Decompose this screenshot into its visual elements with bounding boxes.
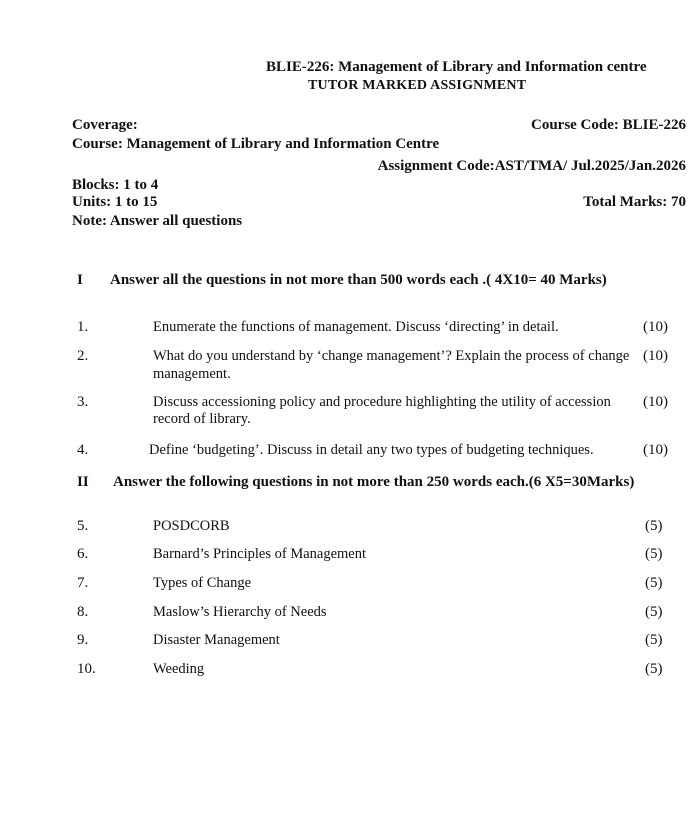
note: Note: Answer all questions bbox=[72, 213, 243, 229]
question-number: 6. bbox=[77, 546, 89, 562]
question-text: Weeding bbox=[153, 661, 205, 677]
question-text: Enumerate the functions of management. Discuss ‘directing’ in detail. bbox=[153, 319, 559, 335]
question-text: What do you understand by ‘change management’? Explain the process of change bbox=[153, 348, 630, 364]
question-number: 5. bbox=[77, 518, 89, 534]
question-text: Barnard’s Principles of Management bbox=[153, 546, 367, 562]
total-marks: Total Marks: 70 bbox=[583, 194, 686, 210]
question-marks: (10) bbox=[643, 442, 668, 458]
question-marks: (5) bbox=[645, 546, 663, 562]
course-name: Course: Management of Library and Information Centre bbox=[72, 136, 440, 152]
section-roman: I bbox=[77, 272, 83, 288]
section-roman: II bbox=[77, 474, 89, 490]
assignment-code: Assignment Code:AST/TMA/ Jul.2025/Jan.2026 bbox=[377, 158, 686, 174]
question-marks: (5) bbox=[645, 604, 663, 620]
question-number: 1. bbox=[77, 319, 89, 335]
document-subtitle: TUTOR MARKED ASSIGNMENT bbox=[308, 78, 527, 93]
question-marks: (5) bbox=[645, 632, 663, 648]
question-marks: (10) bbox=[643, 348, 668, 364]
blocks: Blocks: 1 to 4 bbox=[72, 177, 159, 193]
question-number: 9. bbox=[77, 632, 89, 648]
question-text: Define ‘budgeting’. Discuss in detail any two types of budgeting techniques. bbox=[149, 442, 594, 458]
question-number: 8. bbox=[77, 604, 89, 620]
question-number: 2. bbox=[77, 348, 89, 364]
question-number: 3. bbox=[77, 394, 89, 410]
units: Units: 1 to 15 bbox=[72, 194, 158, 210]
section-instruction: Answer all the questions in not more than 500 words each .( 4X10= 40 Marks) bbox=[110, 272, 607, 288]
question-number: 4. bbox=[77, 442, 89, 458]
question-text: Types of Change bbox=[153, 575, 252, 591]
question-text-continued: record of library. bbox=[153, 411, 251, 427]
question-text: Disaster Management bbox=[153, 632, 280, 648]
question-text-continued: management. bbox=[153, 366, 231, 382]
question-number: 7. bbox=[77, 575, 89, 591]
question-text: Discuss accessioning policy and procedure highlighting the utility of accession bbox=[153, 394, 611, 410]
question-text: Maslow’s Hierarchy of Needs bbox=[153, 604, 327, 620]
question-number: 10. bbox=[77, 661, 96, 677]
question-marks: (5) bbox=[645, 518, 663, 534]
course-code: Course Code: BLIE-226 bbox=[530, 117, 686, 133]
question-marks: (10) bbox=[643, 319, 668, 335]
question-marks: (10) bbox=[643, 394, 668, 410]
coverage-label: Coverage: bbox=[72, 117, 138, 133]
question-marks: (5) bbox=[645, 661, 663, 677]
question-text: POSDCORB bbox=[153, 518, 230, 534]
section-instruction: Answer the following questions in not more than 250 words each.(6 X5=30Marks) bbox=[113, 474, 635, 490]
question-marks: (5) bbox=[645, 575, 663, 591]
document-title: BLIE-226: Management of Library and Information centre bbox=[266, 59, 647, 75]
